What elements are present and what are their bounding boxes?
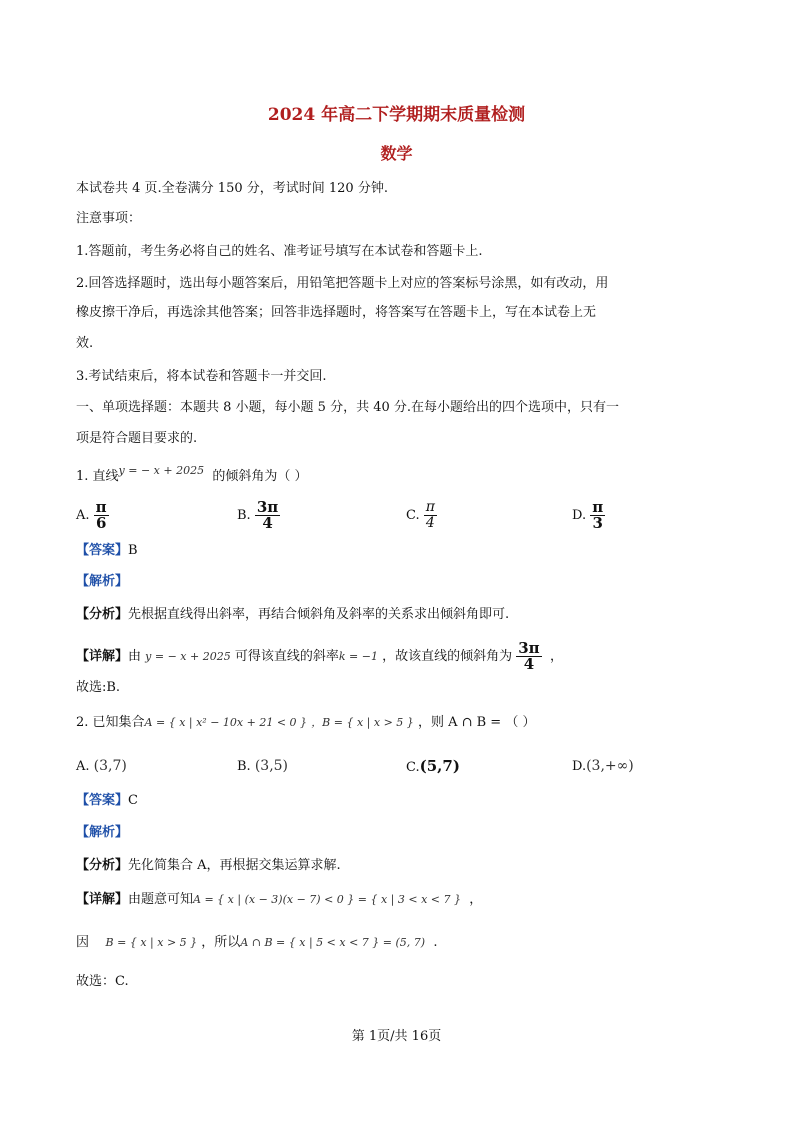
section-heading-b: 项是符合题目要求的. (76, 431, 198, 446)
question-2 (76, 714, 535, 732)
notice-item-1: 1.答题前，考生务必将自己的姓名、准考证号填写在本试卷和答题卡上. (76, 244, 483, 259)
detail-expr: y = − x + 2025 (145, 650, 231, 663)
question-1 (76, 464, 308, 486)
notice-item-3: 3.考试结束后，将本试卷和答题卡一并交回. (76, 369, 327, 384)
q1-answer (76, 542, 138, 560)
q2-because (76, 934, 437, 952)
fraction: $\frac{\pi}{4}$ (425, 499, 435, 531)
option-value: (5,7) (419, 757, 460, 775)
option-value: (3,5) (254, 758, 289, 774)
option-value: (3,7) (93, 758, 127, 774)
q1-prefix: 1. 直线 (76, 469, 119, 484)
option-value: (3,+∞) (586, 758, 634, 774)
notice-item-2a: 2.回答选择题时，选出每小题答案后，用铅笔把答题卡上对应的答案标号涂黑，如有改动，用 (76, 276, 609, 291)
q2-conclude: 故选：C. (76, 974, 129, 989)
option-letter: C. (406, 508, 420, 523)
q1-expr: y = − x + 2025 (118, 464, 205, 477)
q2-setA: A = { x | x² − 10x + 21 < 0 } (144, 716, 308, 729)
q2-detail (76, 891, 482, 909)
fraction: $\frac{3\pi}{4}$ (256, 498, 279, 532)
detail-text: 由 (128, 649, 142, 664)
q2-option-c (406, 757, 460, 777)
fenxi-text: 先化简集合 A，再根据交集运算求解. (128, 858, 341, 873)
detail-slope: k = −1 (338, 650, 378, 663)
fenxi-text: 先根据直线得出斜率，再结合倾斜角及斜率的关系求出倾斜角即可. (128, 607, 510, 622)
detail-tag: 【详解】 (76, 892, 129, 907)
answer-value: C (128, 793, 138, 808)
option-letter: B. (237, 508, 251, 523)
option-letter: A. (76, 508, 90, 523)
fraction: $\frac{\pi}{6}$ (95, 498, 107, 532)
analysis-tag: 【解析】 (76, 825, 129, 840)
option-letter: B. (237, 759, 251, 774)
q1-conclude: 故选:B. (76, 680, 121, 695)
fraction: $\frac{3\pi}{4}$ (518, 639, 540, 673)
so-expr: A ∩ B = { x | 5 < x < 7 } = (5, 7) (240, 936, 426, 949)
intro-line: 本试卷共 4 页.全卷满分 150 分，考试时间 120 分钟. (76, 181, 388, 196)
q2-setB: ，B = { x | x > 5 } (311, 716, 414, 729)
notice-item-2b: 橡皮擦干净后，再选涂其他答案；回答非选择题时，将答案写在答题卡上，写在本试卷上无 (76, 305, 597, 320)
because-expr: B = { x | x > 5 } (105, 936, 198, 949)
q1-analysis (76, 573, 128, 591)
q2-suffix: ，则 A ∩ B = （ ） (417, 715, 536, 730)
q1-suffix: 的倾斜角为（ ） (212, 469, 308, 484)
detail-text: 由题意可知 (128, 892, 194, 907)
section-heading-a: 一、单项选择题：本题共 8 小题，每小题 5 分，共 40 分.在每小题给出的四个选项中，只有一 (76, 400, 620, 415)
detail-expr: A = { x | (x − 3)(x − 7) < 0 } = { x | 3 < x < 7 } (193, 893, 462, 906)
option-letter: D. (572, 508, 587, 523)
doc-title: 2024 年高二下学期期末质量检测 (267, 105, 526, 125)
detail-text: ， (549, 649, 563, 664)
answer-tag: 【答案】 (76, 793, 129, 808)
option-letter: A. (76, 759, 90, 774)
detail-text: ，所以 (201, 935, 241, 950)
detail-text: ， (469, 892, 483, 907)
option-letter: D. (572, 759, 587, 774)
detail-text: 可得该直线的斜率 (230, 649, 339, 664)
doc-subject: 数学 (380, 144, 413, 163)
q2-answer (76, 792, 138, 810)
q2-option-b (237, 757, 288, 776)
answer-tag: 【答案】 (76, 543, 129, 558)
q2-analysis (76, 824, 128, 842)
q2-fenxi (76, 857, 341, 875)
q1-fenxi (76, 606, 509, 624)
q1-detail (76, 641, 563, 672)
q1-option-a (76, 500, 109, 531)
fenxi-tag: 【分析】 (76, 607, 129, 622)
notice-item-2c: 效. (76, 336, 94, 351)
option-letter: C. (406, 760, 420, 775)
page-number: 第 1页/共 16页 (351, 1029, 442, 1044)
detail-tag: 【详解】 (76, 649, 129, 664)
q2-option-a (76, 757, 127, 776)
notice-label: 注意事项： (76, 211, 142, 226)
detail-text: 因 (76, 935, 90, 950)
q2-prefix: 2. 已知集合 (76, 715, 145, 730)
fenxi-tag: 【分析】 (76, 858, 129, 873)
analysis-tag: 【解析】 (76, 574, 129, 589)
q1-option-b (237, 500, 280, 531)
fraction: $\frac{\pi}{3}$ (592, 498, 604, 532)
q1-option-c (406, 500, 437, 531)
q1-option-d (572, 500, 605, 531)
answer-value: B (128, 543, 138, 558)
detail-text: ，故该直线的倾斜角为 (382, 649, 513, 664)
q2-option-d (572, 757, 634, 776)
detail-text: . (433, 935, 438, 950)
